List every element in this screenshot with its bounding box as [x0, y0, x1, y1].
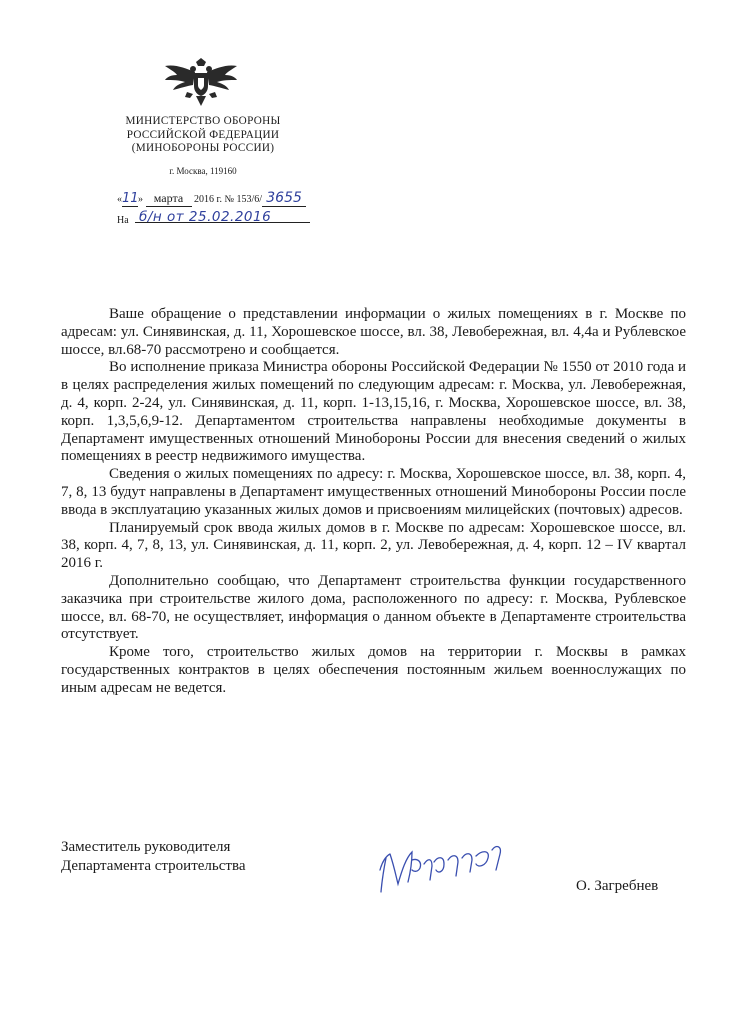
signer-title-line-2: Департамента строительства — [61, 857, 246, 874]
date-open-quote: « — [117, 194, 122, 205]
date-month: марта — [146, 191, 192, 207]
ministry-address: г. Москва, 119160 — [169, 166, 237, 176]
body-paragraph: Ваше обращение о представлении информации о жилых помещениях в г. Москве по адресам: ул. Синявинская, д. 11, Хорошевское шоссе, вл. 38, Левобережная, вл. 4,4а и Рублевское шоссе, вл.68-70 рассмотрено и сообщается. — [61, 306, 686, 358]
signer-name: О. Загребнев — [576, 878, 659, 894]
eagle-emblem-icon — [163, 58, 239, 110]
signer-title — [61, 838, 246, 875]
body-paragraph: Кроме того, строительство жилых домов на территории г. Москвы в рамках государственных контрактов в целях обеспечения постоянным жильем военнослужащих по иным адресам не ведется. — [61, 644, 686, 696]
ministry-line-2: РОССИЙСКОЙ ФЕДЕРАЦИИ — [126, 128, 280, 141]
handwritten-signature — [372, 840, 522, 898]
body-paragraph: Во исполнение приказа Министра обороны Российской Федерации № 1550 от 2010 года и в целях распределения жилых помещений по следующим адресам: г. Москва, ул. Левобережная, д. 4, корп. 2-24, ул. Синявинская, д. 11, корп. 1-13,15,16, г. Москва, Хорошевское шоссе, вл. 38, корп. 1,3,5,6,9-12. Департаментом строительства направлены необходимые документы в Департамент имущественных отношений Минобороны России для внесения сведений о жилых помещениях в реестр недвижимого имущества. — [61, 359, 686, 465]
letter-body — [61, 306, 686, 698]
body-paragraph: Планируемый срок ввода жилых домов в г. Москве по адресам: Хорошевское шоссе, вл. 38, корп. 4, 7, 8, 13, ул. Синявинская, д. 11, корп. 2, ул. Левобережная, д. 4, корп. 12 – IV квартал 2016 г. — [61, 519, 686, 572]
reference-line — [117, 209, 417, 226]
body-paragraph: Сведения о жилых помещениях по адресу: г. Москва, Хорошевское шоссе, вл. 38, корп. 4, 7, 8, 13 будут направлены в Департамент имущественных отношений Минобороны России после ввода в эксплуатацию указанных жилых домов и присвоениям милицейских (почтовых) адресов. — [61, 466, 686, 518]
reference-label: На — [117, 215, 129, 226]
date-year: 2016 г. — [194, 194, 222, 205]
ministry-line-1: МИНИСТЕРСТВО ОБОРОНЫ — [125, 115, 281, 127]
date-number-line — [117, 190, 417, 207]
body-paragraph: Дополнительно сообщаю, что Департамент строительства функции государственного заказчика при строительстве жилого дома, расположенного по адресу: г. Москва, Рублевское шоссе, вл. 68-70, не осуществляет, информация о данном объекте в Департаменте строительства отсутствует. — [61, 572, 686, 643]
ministry-name — [110, 115, 296, 156]
date-day: 11 — [122, 191, 139, 206]
signer-title-line-1: Заместитель руководителя — [61, 839, 231, 855]
reference-handwritten: б/н от 25.02.2016 — [139, 209, 272, 225]
outgoing-number: 3655 — [262, 190, 306, 207]
ministry-line-3: (МИНОБОРОНЫ РОССИИ) — [131, 142, 275, 154]
outgoing-number-prefix: № 153/6/ — [224, 194, 263, 205]
date-close-quote: » — [138, 194, 143, 205]
